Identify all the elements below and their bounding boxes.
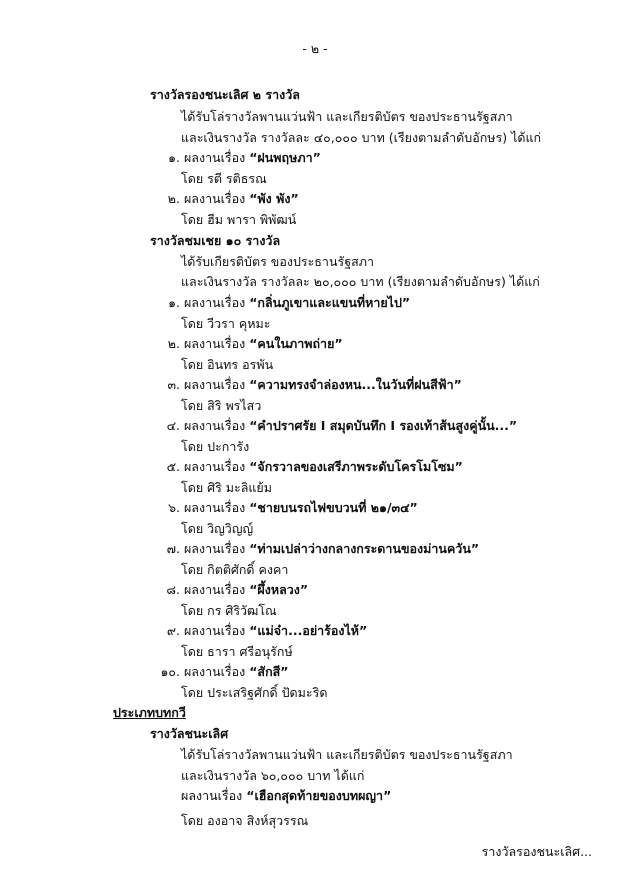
item-number: ๖. [168,500,180,515]
item-author: โดย กร ศิริวัฒโณ [181,603,277,618]
poetry-desc-2: และเงินรางวัล ๖๐,๐๐๐ บาท ได้แก่ [181,768,365,783]
runnerup-heading: รางวัลรองชนะเลิศ ๒ รางวัล [150,87,300,102]
list-item [158,582,308,598]
item-title: “ชายบนรถไฟขบวนที่ ๒๑/๓๔” [249,500,418,515]
item-number: ๑. [168,295,180,310]
item-author: โดย ธารา ศรีอนุรักษ์ [181,644,293,659]
honorable-desc-2: และเงินรางวัล รางวัลละ ๒๐,๐๐๐ บาท (เรียงตามลำดับอักษร) ได้แก่ [181,274,540,289]
item-title: “จักรวาลของเสรีภาพระดับโครโมโซม” [249,459,463,474]
runnerup-desc-2: และเงินรางวัล รางวัลละ ๔๐,๐๐๐ บาท (เรียงตามลำดับอักษร) ได้แก่ [181,130,542,145]
list-item [158,295,410,311]
runnerup-desc-1: ได้รับโล่รางวัลพานแว่นฟ้า และเกียรติบัตร ของประธานรัฐสภา [181,109,513,124]
item-title: “กลิ่นภูเขาและแขนที่หายไป” [249,295,411,310]
item-label: ผลงานเรื่อง [183,664,246,679]
item-title: “ความทรงจำล่องหน...ในวันที่ฝนสีฟ้า” [249,377,462,392]
item-title: “ฝนพฤษภา” [249,150,321,165]
item-author: โดย องอาจ สิงห์สุวรรณ [181,813,309,828]
item-title: “สักสี” [249,664,289,679]
item-title: “ผึ้งหลวง” [249,582,309,597]
item-label: ผลงานเรื่อง [181,788,243,803]
category-heading: ประเภทบทกวี [113,705,186,720]
item-author: โดย อินทร อรพัน [181,357,274,372]
item-label: ผลงานเรื่อง [183,150,246,165]
list-item [158,623,367,639]
list-item [158,459,463,475]
item-label: ผลงานเรื่อง [183,377,246,392]
item-author: โดย วิญวิญญ์ [181,521,254,536]
item-label: ผลงานเรื่อง [183,459,246,474]
list-item [158,150,321,166]
item-label: ผลงานเรื่อง [183,191,246,206]
page-number: - ๒ - [302,41,328,56]
list-item [148,664,288,680]
item-author: โดย ปะการัง [181,439,250,454]
continuation-text: รางวัลรองชนะเลิศ... [481,844,592,859]
item-number: ๒. [167,191,180,206]
poetry-desc-1: ได้รับโล่รางวัลพานแว่นฟ้า และเกียรติบัตร ของประธานรัฐสภา [181,747,513,762]
list-item [158,191,299,207]
item-label: ผลงานเรื่อง [183,500,246,515]
item-label: ผลงานเรื่อง [183,295,246,310]
item-number: ๑๐. [160,664,180,679]
poetry-winner-heading: รางวัลชนะเลิศ [150,726,229,741]
item-label: ผลงานเรื่อง [183,541,246,556]
item-title: “ท่ามเปล่าว่างกลางกระดานของม่านควัน” [249,541,480,556]
item-title: “คำปราศรัย I สมุดบันทึก I รองเท้าส้นสูงคู่นั้น...” [249,418,518,433]
item-author: โดย ประเสริฐศักดิ์ ปัดมะริด [181,685,328,700]
item-number: ๙. [166,623,180,638]
item-author: โดย ศิริ มะลิแย้ม [181,480,272,495]
item-author: โดย กิตติศักดิ์ คงคา [181,562,289,577]
list-item [158,541,479,557]
item-label: ผลงานเรื่อง [183,336,246,351]
list-item [158,336,343,352]
list-item [158,418,517,434]
item-author: โดย ฮีม พารา พิพัฒน์ [181,212,297,227]
item-number: ๓. [167,377,180,392]
item-number: ๗. [166,541,180,556]
item-number: ๕. [166,459,180,474]
list-item [158,377,462,393]
item-number: ๘. [166,582,180,597]
item-number: ๔. [166,418,180,433]
item-number: ๒. [167,336,180,351]
item-number: ๑. [168,150,180,165]
item-title: “พัง พัง” [249,191,299,206]
item-label: ผลงานเรื่อง [183,418,246,433]
item-title: “แม่จ๋า...อย่าร้องไห้” [249,623,368,638]
item-title: “คนในภาพถ่าย” [249,336,343,351]
item-label: ผลงานเรื่อง [183,582,246,597]
list-item [158,500,418,516]
item-label: ผลงานเรื่อง [183,623,246,638]
item-title: “เฮือกสุดท้ายของบทผญา” [246,788,392,803]
honorable-desc-1: ได้รับเกียรติบัตร ของประธานรัฐสภา [181,254,374,269]
honorable-heading: รางวัลชมเชย ๑๐ รางวัล [150,233,281,248]
item-author: โดย วีวรา คุหมะ [181,316,271,331]
item-author: โดย สิริ พรไสว [181,398,262,413]
item-author: โดย รตี รติธรณ [181,171,267,186]
poetry-work [181,788,391,804]
